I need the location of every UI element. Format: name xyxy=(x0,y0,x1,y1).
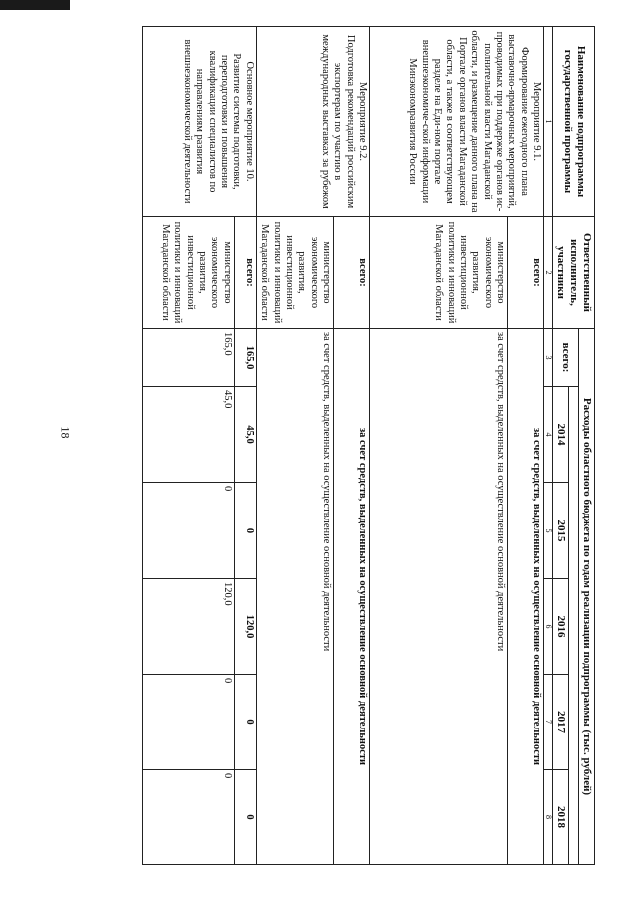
header-executor: Ответственный исполнитель, участники xyxy=(553,217,595,329)
header-budget: Расходы областного бюджета по годам реализации подпрограммы (тыс. рублей) xyxy=(579,329,595,865)
value-2017: 0 xyxy=(234,675,256,770)
total-label: всего: xyxy=(234,217,256,329)
executor-name: министерство экономического развития, инвестиционной политики и инноваций Магаданской области xyxy=(142,217,234,329)
funding-note: за счет средств, выделенных на осуществление основной деятельности xyxy=(508,329,544,865)
value-2017: 0 xyxy=(142,675,234,770)
value-2018: 0 xyxy=(234,770,256,865)
value-2016: 120,0 xyxy=(234,579,256,675)
rotated-page-content xyxy=(102,26,595,864)
col-number: 6 xyxy=(544,579,553,675)
value-2016: 120,0 xyxy=(142,579,234,675)
col-number: 7 xyxy=(544,675,553,770)
header-year-2014: 2014 xyxy=(553,387,569,483)
funding-note: за счет средств, выделенных на осуществление основной деятельности xyxy=(370,329,508,865)
header-total: всего: xyxy=(553,329,579,387)
value-2014: 45,0 xyxy=(234,387,256,483)
row-name-9-2: Мероприятие 9.2. Подготовка рекомендаций российским экспортерам по участию в международных выставках за рубежом xyxy=(256,27,369,217)
col-number: 8 xyxy=(544,770,553,865)
col-number: 4 xyxy=(544,387,553,483)
row-name-10: Основное мероприятие 10. Развитие системы подготовки, переподготовки и повышения квалификации специалистов по направлениям развития внешнеэкономической деятельности xyxy=(142,27,256,217)
column-number-row xyxy=(544,27,553,865)
col-number: 5 xyxy=(544,483,553,579)
funding-note: за счет средств, выделенных на осуществление основной деятельности xyxy=(334,329,370,865)
value-2014: 45,0 xyxy=(142,387,234,483)
col-number: 1 xyxy=(544,27,553,217)
executor-name: министерство экономического развития, инвестиционной политики и инноваций Магаданской области xyxy=(370,217,508,329)
header-subprogram-name: Наименование подпрограммы государственной программы xyxy=(553,27,595,217)
header-year-2016: 2016 xyxy=(553,579,569,675)
scan-edge-mark xyxy=(0,0,70,10)
col-number: 2 xyxy=(544,217,553,329)
funding-note: за счет средств, выделенных на осуществление основной деятельности xyxy=(256,329,333,865)
total-label: всего: xyxy=(334,217,370,329)
header-year-2015: 2015 xyxy=(553,483,569,579)
col-number: 3 xyxy=(544,329,553,387)
executor-name: министерство экономического развития, инвестиционной политики и инноваций Магаданской области xyxy=(256,217,333,329)
table-row-10-total xyxy=(234,27,256,865)
header-year-2017: 2017 xyxy=(553,675,569,770)
value-2015: 0 xyxy=(142,483,234,579)
row-name-9-1: Мероприятие 9.1. Формирование ежегодного плана выставочно-ярмарочных мероприятий, проводимых при поддержке органов ис-полнительной власти Магаданской области, и размещение данного плана на Портале органов власти Магаданской области, а также в соответствующем разделе на Еди-ном портале внешнеэкономиче-ской информации Минэкономразвития России xyxy=(370,27,544,217)
table-row-9-2-total xyxy=(334,27,370,865)
value-2015: 0 xyxy=(234,483,256,579)
table-row-9-1-total xyxy=(508,27,544,865)
header-row-1 xyxy=(579,27,595,865)
budget-table xyxy=(142,26,595,865)
value-total: 165,0 xyxy=(142,329,234,387)
total-label: всего: xyxy=(508,217,544,329)
value-total: 165,0 xyxy=(234,329,256,387)
value-2018: 0 xyxy=(142,770,234,865)
page-number: 18 xyxy=(58,426,73,439)
header-year-2018: 2018 xyxy=(553,770,569,865)
